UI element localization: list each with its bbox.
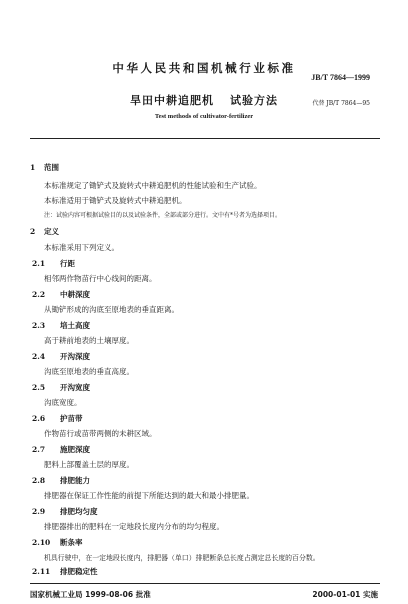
definition-number: 2.3 xyxy=(32,321,46,330)
section-heading-definitions xyxy=(30,226,59,237)
definition-number: 2.11 xyxy=(32,567,51,576)
section-title: 范围 xyxy=(44,163,59,172)
english-title: Test methods of cultivator-fertilizer xyxy=(154,113,254,120)
definition-text: 肥料上部覆盖土层的厚度。 xyxy=(44,460,134,469)
definition-number: 2.1 xyxy=(32,259,46,268)
document-title-main: 旱田中耕追肥机 xyxy=(130,94,214,107)
definition-text: 从锄铲形成的沟底至原地表的垂直距离。 xyxy=(44,305,179,314)
definition-text: 沟底至原地表的垂直高度。 xyxy=(44,367,134,376)
definition-term: 排肥能力 xyxy=(60,476,90,485)
section-heading-scope xyxy=(30,162,59,173)
standard-number: JB/T 7864—1999 xyxy=(311,73,370,82)
definition-term: 断条率 xyxy=(60,538,83,547)
definition-term: 开沟深度 xyxy=(60,352,90,361)
definition-text: 作物苗行或苗带两侧的未耕区域。 xyxy=(44,429,157,438)
definition-heading xyxy=(32,444,90,455)
definition-number: 2.6 xyxy=(32,414,46,423)
approval-line: 国家机械工业局 1999-08-06 批准 xyxy=(30,590,151,599)
section-number: 2 xyxy=(30,227,36,236)
definition-heading xyxy=(32,413,83,424)
replaces-standard: 代替 JB/T 7864—95 xyxy=(312,100,370,107)
definition-number: 2.8 xyxy=(32,476,46,485)
effective-date: 2000-01-01 实施 xyxy=(312,590,378,599)
definition-term: 排肥稳定性 xyxy=(60,567,98,576)
definition-text: 排肥器排出的肥料在一定地段长度内分布的均匀程度。 xyxy=(44,522,224,531)
definition-text: 高于耕前地表的土壤厚度。 xyxy=(44,336,134,345)
definition-heading xyxy=(32,506,98,517)
scope-note: 注：试验内容可根据试验目的以及试验条件，全部或部分进行。文中有*号者为选择项目。 xyxy=(44,212,282,219)
definition-number: 2.5 xyxy=(32,383,46,392)
definition-heading xyxy=(32,351,90,362)
definition-heading xyxy=(32,258,75,269)
definition-term: 中耕深度 xyxy=(60,290,90,299)
definition-term: 排肥均匀度 xyxy=(60,507,98,516)
scope-paragraph-1: 本标准规定了锄铲式及旋转式中耕追肥机的性能试验和生产试验。 xyxy=(44,181,262,190)
section-title: 定义 xyxy=(44,227,59,236)
definition-number: 2.9 xyxy=(32,507,46,516)
definition-heading xyxy=(32,320,90,331)
definition-heading xyxy=(32,475,90,486)
definition-heading xyxy=(32,537,83,548)
definition-text: 机具行驶中，在一定地段长度内，排肥器（单口）排肥断条总长度占测定总长度的百分数。 xyxy=(44,554,320,562)
definition-heading xyxy=(32,289,90,300)
definition-number: 2.10 xyxy=(32,538,51,547)
scope-paragraph-2: 本标准适用于锄铲式及旋转式中耕追肥机。 xyxy=(44,196,187,205)
definition-text: 沟底宽度。 xyxy=(44,398,82,407)
footer-divider xyxy=(30,583,380,584)
definition-text: 排肥器在保证工作性能的前提下所能达到的最大和最小排肥量。 xyxy=(44,491,254,500)
header-divider xyxy=(30,138,380,139)
definition-term: 行距 xyxy=(60,259,75,268)
definition-number: 2.2 xyxy=(32,290,46,299)
section-number: 1 xyxy=(30,163,36,172)
definition-term: 开沟宽度 xyxy=(60,383,90,392)
definition-number: 2.7 xyxy=(32,445,46,454)
definition-term: 培土高度 xyxy=(60,321,90,330)
definitions-intro: 本标准采用下列定义。 xyxy=(44,243,119,252)
definition-number: 2.4 xyxy=(32,352,46,361)
definition-heading xyxy=(32,566,98,577)
definition-term: 护苗带 xyxy=(60,414,83,423)
definition-heading xyxy=(32,382,90,393)
document-title-sub: 试验方法 xyxy=(230,94,278,107)
definition-text: 相邻两作物苗行中心线间的距离。 xyxy=(44,274,157,283)
definition-term: 施肥深度 xyxy=(60,445,90,454)
issuing-body-heading: 中华人民共和国机械行业标准 xyxy=(112,61,296,75)
